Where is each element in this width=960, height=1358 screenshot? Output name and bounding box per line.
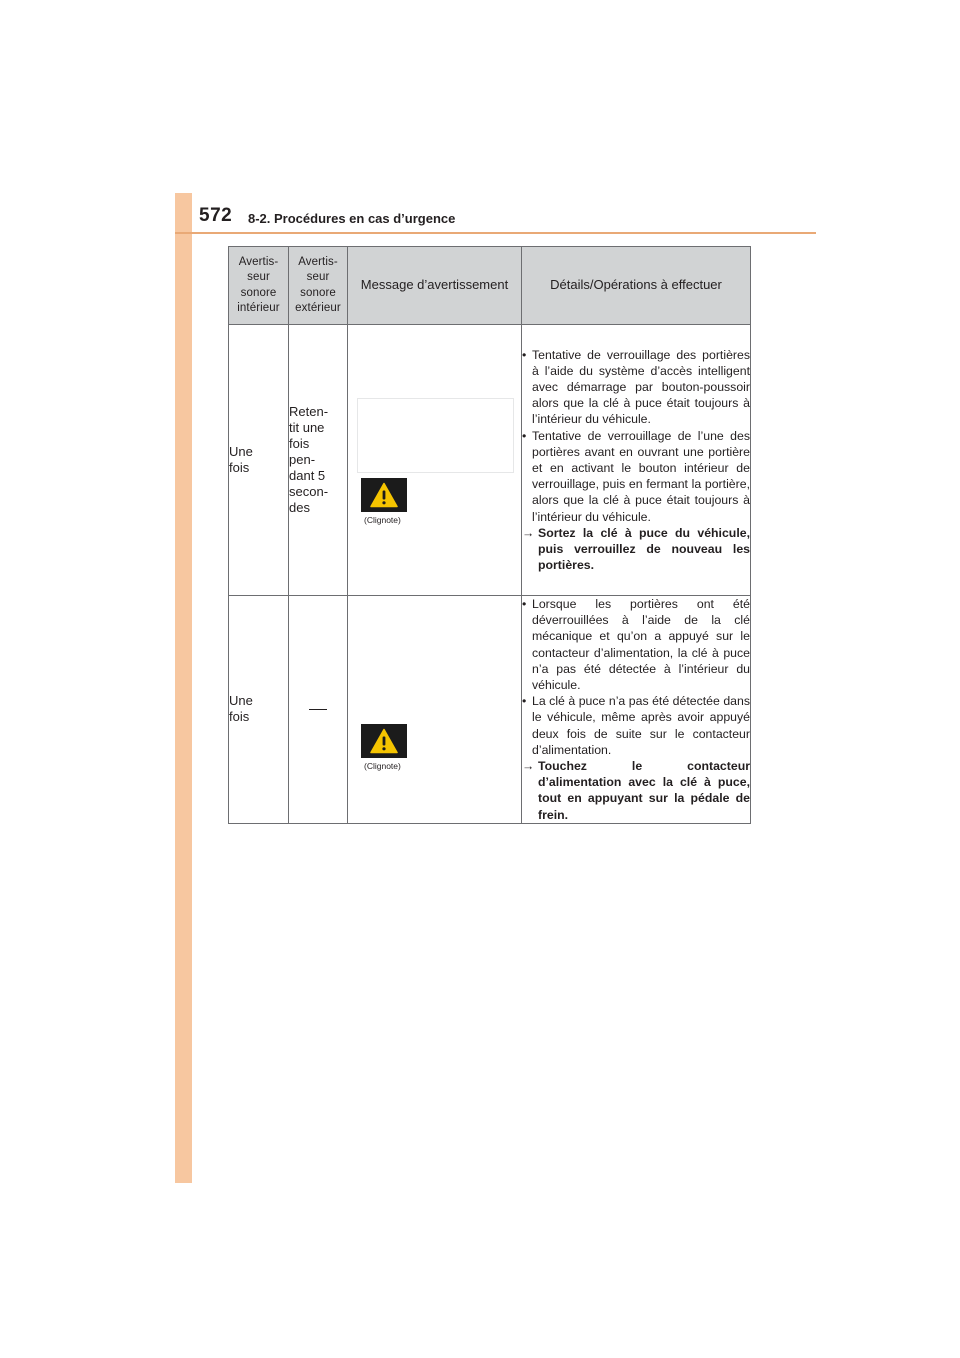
- header-rule: [175, 232, 816, 234]
- page-number: 572: [199, 205, 233, 226]
- table-header-row: [229, 247, 751, 325]
- exterior-buzzer-cell: Reten- tit une fois pen- dant 5 secon- des: [289, 325, 348, 596]
- detail-item: • Tentative de verrouillage des portières à l’aide du système d’accès intelligent avec démarrage par bouton-poussoir alors que la clé à puce était toujours à l’intérieur du véhicule.: [522, 347, 750, 428]
- side-tab-bar: [175, 193, 192, 1183]
- interior-buzzer-cell: Une fois: [229, 596, 289, 824]
- arrow-right-icon: →: [522, 759, 535, 774]
- action-instruction: → Sortez la clé à puce du véhicule, puis verrouillez de nouveau les portières.: [522, 525, 750, 573]
- col-header-interior-buzzer: Avertis- seur sonore intérieur: [229, 247, 289, 325]
- warning-message-cell: [348, 596, 522, 824]
- detail-item: • La clé à puce n’a pas été détectée dans le véhicule, même après avoir appuyé deux fois de suite sur le contacteur d’alimentation.: [522, 693, 750, 758]
- message-display: [357, 398, 514, 473]
- blink-note: (Clignote): [364, 515, 401, 525]
- details-cell: [522, 596, 751, 824]
- arrow-right-icon: →: [522, 525, 535, 540]
- col-header-exterior-buzzer: Avertis- seur sonore extérieur: [289, 247, 348, 325]
- table-row: [229, 596, 751, 824]
- table-row: [229, 325, 751, 596]
- warning-triangle-icon: [370, 728, 398, 754]
- col-header-details: Détails/Opérations à effectuer: [522, 247, 751, 325]
- no-buzzer-dash: [309, 709, 327, 710]
- interior-buzzer-cell: Une fois: [229, 325, 289, 596]
- section-title: 8-2. Procédures en cas d’urgence: [248, 211, 456, 226]
- warning-indicator: [361, 478, 407, 512]
- detail-item: • Lorsque les portières ont été déverrouillées à l’aide de la clé mécanique et qu’on a appuyé sur le contacteur d’alimentation, la clé à puce n’a pas été détectée à l’intérieur du véhicule.: [522, 596, 750, 693]
- warning-table: [228, 246, 751, 824]
- details-cell: [522, 325, 751, 596]
- detail-item: • Tentative de verrouillage de l’une des portières avant en ouvrant une portière et en activant le bouton intérieur de verrouillage, puis en fermant la portière, alors que la clé à puce était toujours à l’intérieur du véhicule.: [522, 428, 750, 525]
- exterior-buzzer-cell: [289, 596, 348, 824]
- warning-indicator: [361, 724, 407, 758]
- col-header-message: Message d’avertissement: [348, 247, 522, 325]
- warning-message-cell: [348, 325, 522, 596]
- warning-triangle-icon: [370, 482, 398, 508]
- action-instruction: → Touchez le contacteur d’alimentation avec la clé à puce, tout en appuyant sur la pédale de frein.: [522, 759, 750, 822]
- blink-note: (Clignote): [364, 761, 401, 771]
